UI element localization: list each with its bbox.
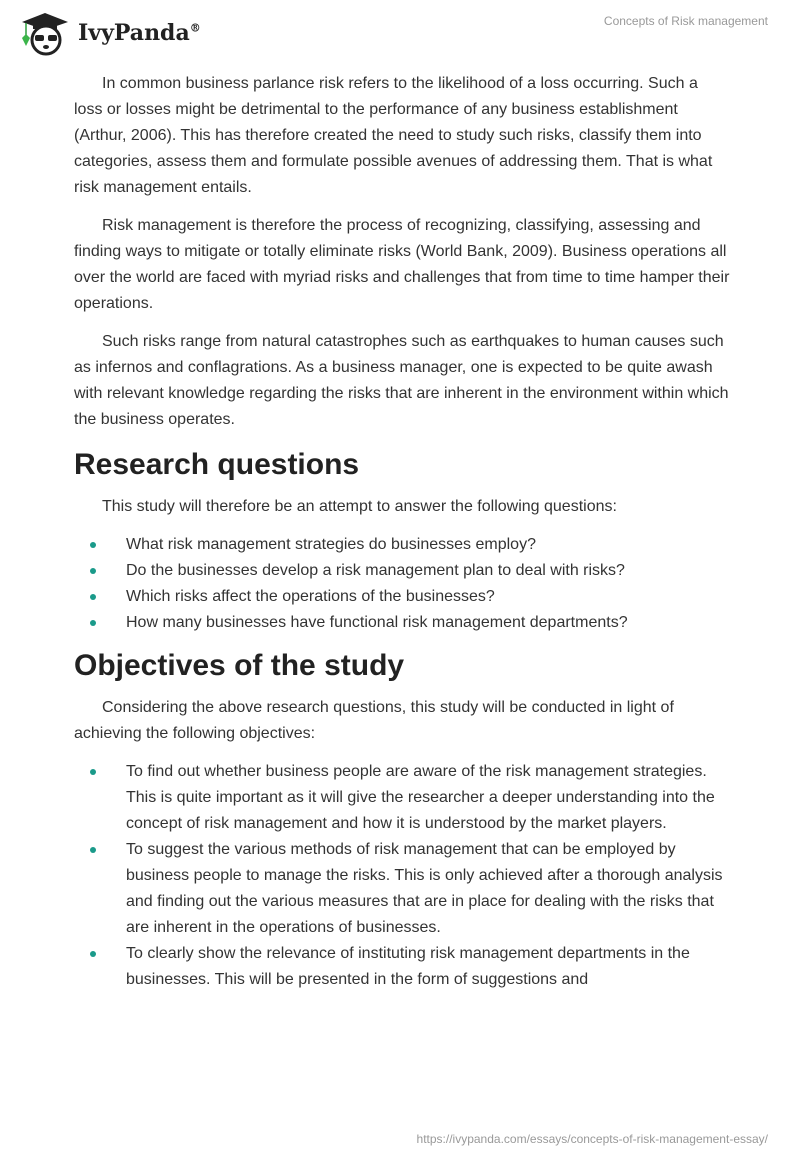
objectives-heading: Objectives of the study — [74, 649, 405, 682]
paragraph: In common business parlance risk refers to the likelihood of a loss occurring. Such a loss or losses might be detrimental to the performance of any business establishment (Arthur, 2006). This has therefore created the need to study such risks, classify them into categories, assess them and formulate possible avenues of addressing them. That is what risk management entails. — [74, 75, 713, 196]
list-item: To suggest the various methods of risk management that can be employed by business people to manage the risks. This is only achieved after a thorough analysis and finding out the various measures that are in place for dealing with the risks that are inherent in the operations of businesses. — [74, 837, 730, 941]
header-title: Concepts of Risk management — [603, 14, 768, 28]
logo-name: IvyPanda — [78, 20, 190, 46]
list-item: Which risks affect the operations of the businesses? — [74, 584, 730, 610]
paragraph: This study will therefore be an attempt to answer the following questions: — [102, 498, 617, 515]
panda-logo-icon — [18, 10, 72, 56]
list-item: To clearly show the relevance of instituting risk management departments in the businesses. This will be presented in the form of suggestions and — [74, 941, 730, 993]
list-item: What risk management strategies do businesses employ? — [74, 532, 730, 558]
paragraph: Such risks range from natural catastrophes such as earthquakes to human causes such as infernos and conflagrations. As a business manager, one is expected to be quite awash with relevant knowledge regarding the risks that are inherent in the environment within which the business operates. — [74, 333, 729, 428]
list-item: Do the businesses develop a risk management plan to deal with risks? — [74, 558, 730, 584]
logo-text — [78, 20, 201, 46]
paragraph: Risk management is therefore the process of recognizing, classifying, assessing and finding ways to mitigate or totally eliminate risks (World Bank, 2009). Business operations all over the world are faced with myriad risks and challenges that from time to time hamper their operations. — [74, 217, 730, 312]
paragraph: Considering the above research questions, this study will be conducted in light of achieving the following objectives: — [74, 699, 674, 742]
research-questions-list — [74, 532, 730, 636]
research-questions-heading: Research questions — [74, 448, 360, 481]
objectives-list — [74, 759, 730, 993]
essay-content — [74, 71, 730, 1003]
registered-mark: ® — [189, 21, 201, 35]
list-item: To find out whether business people are aware of the risk management strategies. This is quite important as it will give the researcher a deeper understanding into the concept of risk management and how it is understood by the market players. — [74, 759, 730, 837]
list-item: How many businesses have functional risk management departments? — [74, 610, 730, 636]
source-url[interactable]: https://ivypanda.com/essays/concepts-of-risk-management-essay/ — [416, 1132, 768, 1146]
logo[interactable] — [18, 10, 201, 56]
